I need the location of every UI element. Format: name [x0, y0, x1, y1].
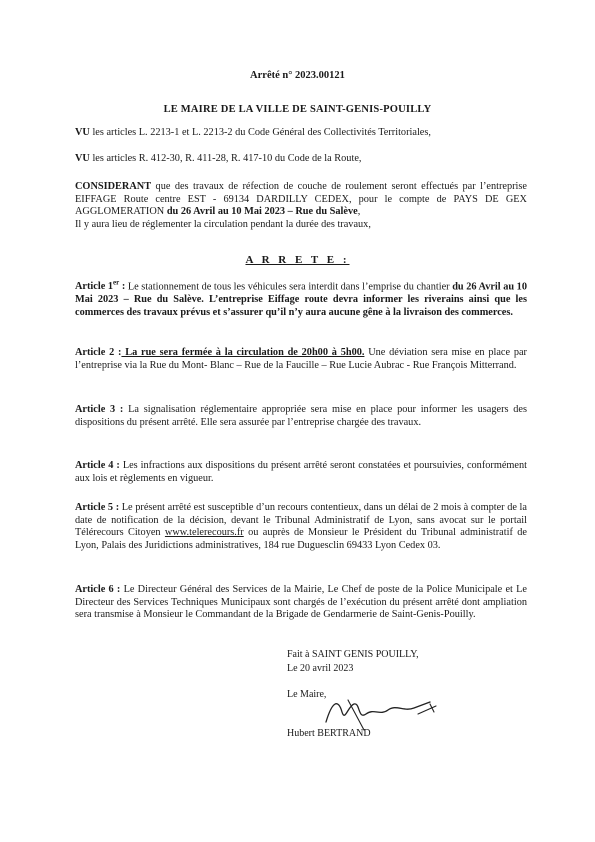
- article-text: Le Directeur Général des Services de la Mairie, Le Chef de poste de la Police Municipale et Le Directeur des Services Techniques Municipaux sont chargés de l’exécution du présent arrêté dont ampliation sera transmise à Monsieur le Commandant de la Brigade de Gendarmerie de Saint-Genis-Pouilly.: [75, 584, 527, 621]
- vu-text: les articles L. 2213-1 et L. 2213-2 du Code Général des Collectivités Territoriales,: [89, 127, 431, 138]
- article-5: [75, 502, 527, 552]
- article-label: Article 4 :: [75, 460, 120, 471]
- mayor-heading: LE MAIRE DE LA VILLE DE SAINT-GENIS-POUILLY: [163, 104, 432, 115]
- considerant-paragraph: [75, 181, 527, 231]
- article-4: [75, 460, 527, 485]
- signatory-name: Hubert BERTRAND: [287, 728, 371, 739]
- article-1: [75, 277, 527, 319]
- article-2: [75, 347, 527, 372]
- considerant-dates: du 26 Avril au 10 Mai 2023 – Rue du Salève: [166, 206, 358, 218]
- vu-label: VU: [75, 153, 90, 164]
- considerant-line2: Il y aura lieu de réglementer la circulation pendant la durée des travaux,: [75, 218, 371, 230]
- vu-text: les articles R. 412-30, R. 411-28, R. 417-10 du Code de la Route,: [89, 153, 362, 164]
- article-label: Article 2 :: [75, 347, 122, 358]
- article-text: La signalisation réglementaire appropriée sera mise en place pour informer les usagers des dispositions du présent arrêté. Elle sera assurée par l’entreprise chargée des travaux.: [75, 404, 527, 428]
- article-bold-text: La rue sera fermée à la circulation de 20h00 à 5h00.: [121, 347, 365, 358]
- article-text: Le stationnement de tous les véhicules sera interdit dans l’emprise du chantier: [125, 281, 453, 293]
- article-label: Article 3 :: [75, 404, 124, 415]
- vu-paragraph-2: [75, 153, 527, 166]
- arrete-heading: A R R E T E :: [245, 254, 350, 266]
- signature-role: Le Maire,: [287, 689, 327, 700]
- decree-number: Arrêté n° 2023.00121: [250, 70, 345, 81]
- article-label: Article 5 :: [75, 502, 120, 513]
- article-6: [75, 584, 527, 622]
- article-text: Une déviation sera mise en place par l’entreprise via la Rue du Mont- Blanc – Rue de la Faucille – Rue Lucie Aubrac - Rue François Mitterrand.: [75, 347, 527, 371]
- article-text: ou auprès de Monsieur le Président du Tribunal administratif de Lyon, Palais des Juridictions administratives, 184 rue Duguesclin 69433 Lyon Cedex 03.: [75, 527, 527, 551]
- article-label: Article 1er :: [75, 279, 126, 293]
- article-text: Le présent arrêté est susceptible d’un recours contentieux, dans un délai de 2 mois à compter de la date de notification de la décision, devant le Tribunal Administratif de Lyon, sans avocat sur le portail Télérecours Citoyen: [75, 502, 527, 539]
- vu-paragraph-1: [75, 127, 527, 140]
- article-3: [75, 404, 527, 429]
- article-label: Article 6 :: [75, 584, 121, 595]
- considerant-label: CONSIDERANT: [75, 181, 152, 192]
- vu-label: VU: [75, 127, 90, 138]
- signature-date: Le 20 avril 2023: [287, 663, 354, 674]
- telerecours-link[interactable]: www.telerecours.fr: [164, 527, 244, 539]
- signature-place: Fait à SAINT GENIS POUILLY,: [287, 649, 419, 660]
- article-text: Les infractions aux dispositions du présent arrêté seront constatées et poursuivies, conformément aux lois et règlements en vigueur.: [75, 460, 528, 484]
- article-bold-text: du 26 Avril au 10 Mai 2023 – Rue du Salève. L’entreprise Eiffage route devra informer les riverains ainsi que les commerces des travaux prévus et s’assurer qu’il n’y aura aucune gêne à la livraison des commerces.: [75, 281, 527, 318]
- considerant-punct: ,: [357, 206, 361, 218]
- considerant-text: que des travaux de réfection de couche de roulement seront effectués par l’entreprise EIFFAGE Route centre EST - 69134 DARDILLY CEDEX, pour le compte de PAYS DE GEX AGGLOMERATION: [75, 181, 527, 218]
